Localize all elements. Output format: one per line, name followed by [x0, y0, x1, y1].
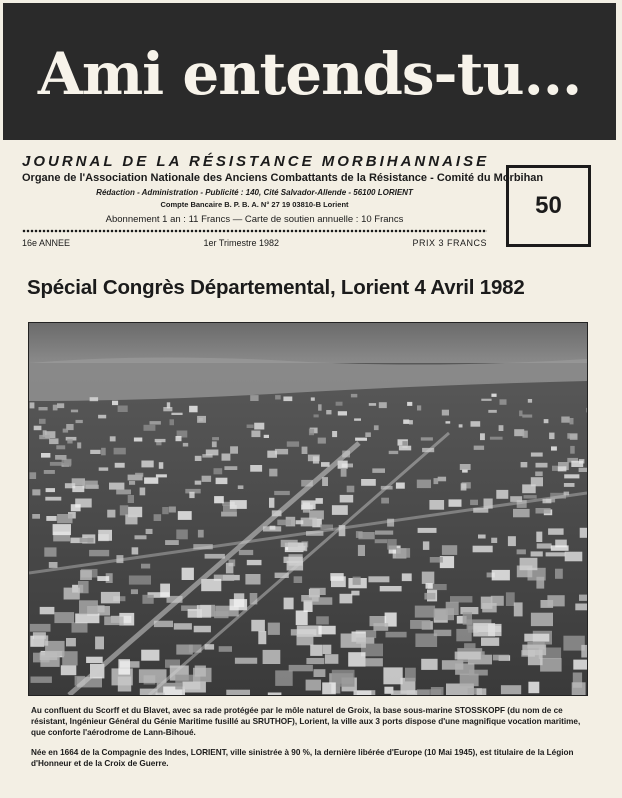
aerial-city-photo	[28, 322, 588, 696]
journal-subtitle: JOURNAL DE LA RÉSISTANCE MORBIHANNAISE	[22, 153, 490, 170]
redaction-line: Rédaction - Administration - Publicité : 140, Cité Salvador-Allende - 56100 LORIENT	[96, 188, 413, 197]
issue-meta-row	[22, 238, 487, 248]
masthead-banner	[3, 3, 616, 140]
issue-price: PRIX 3 FRANCS	[412, 238, 487, 248]
dotted-divider	[22, 229, 487, 233]
caption-paragraph-2: Née en 1664 de la Compagnie des Indes, LORIENT, ville sinistrée à 90 %, la dernière libérée d'Europe (10 Mai 1945), est titulaire de la Légion d'Honneur et de la Croix de Guerre.	[31, 748, 574, 768]
headline: Spécial Congrès Départemental, Lorient 4 Avril 1982	[27, 276, 525, 299]
photo-caption	[31, 705, 591, 778]
masthead-title: Ami entends-tu...	[37, 39, 582, 108]
caption-paragraph-1: Au confluent du Scorff et du Blavet, avec sa rade protégée par le môle naturel de Groix, la base sous-marine STOSSKOPF (du nom de ce résistant, Ingénieur Général du Génie Maritime fusillé au SRUTHOF), Lorient, la ville aux 3 ports dispose d'une magnifique vocation maritime, que conforte l'aérodrome de Lann-Bihoué.	[31, 706, 581, 737]
organ-line: Organe de l'Association Nationale des Anciens Combattants de la Résistance - Comité du Morbihan	[22, 172, 544, 184]
issue-number-box	[506, 165, 591, 247]
publication-quarter: 1er Trimestre 1982	[203, 238, 280, 248]
issue-number: 50	[535, 192, 562, 219]
publication-year: 16e ANNEE	[22, 238, 71, 248]
bank-account-line: Compte Bancaire B. P. B. A. N° 27 19 03810-B Lorient	[160, 200, 349, 209]
subscription-line: Abonnement 1 an : 11 Francs — Carte de soutien annuelle : 10 Francs	[105, 214, 404, 225]
